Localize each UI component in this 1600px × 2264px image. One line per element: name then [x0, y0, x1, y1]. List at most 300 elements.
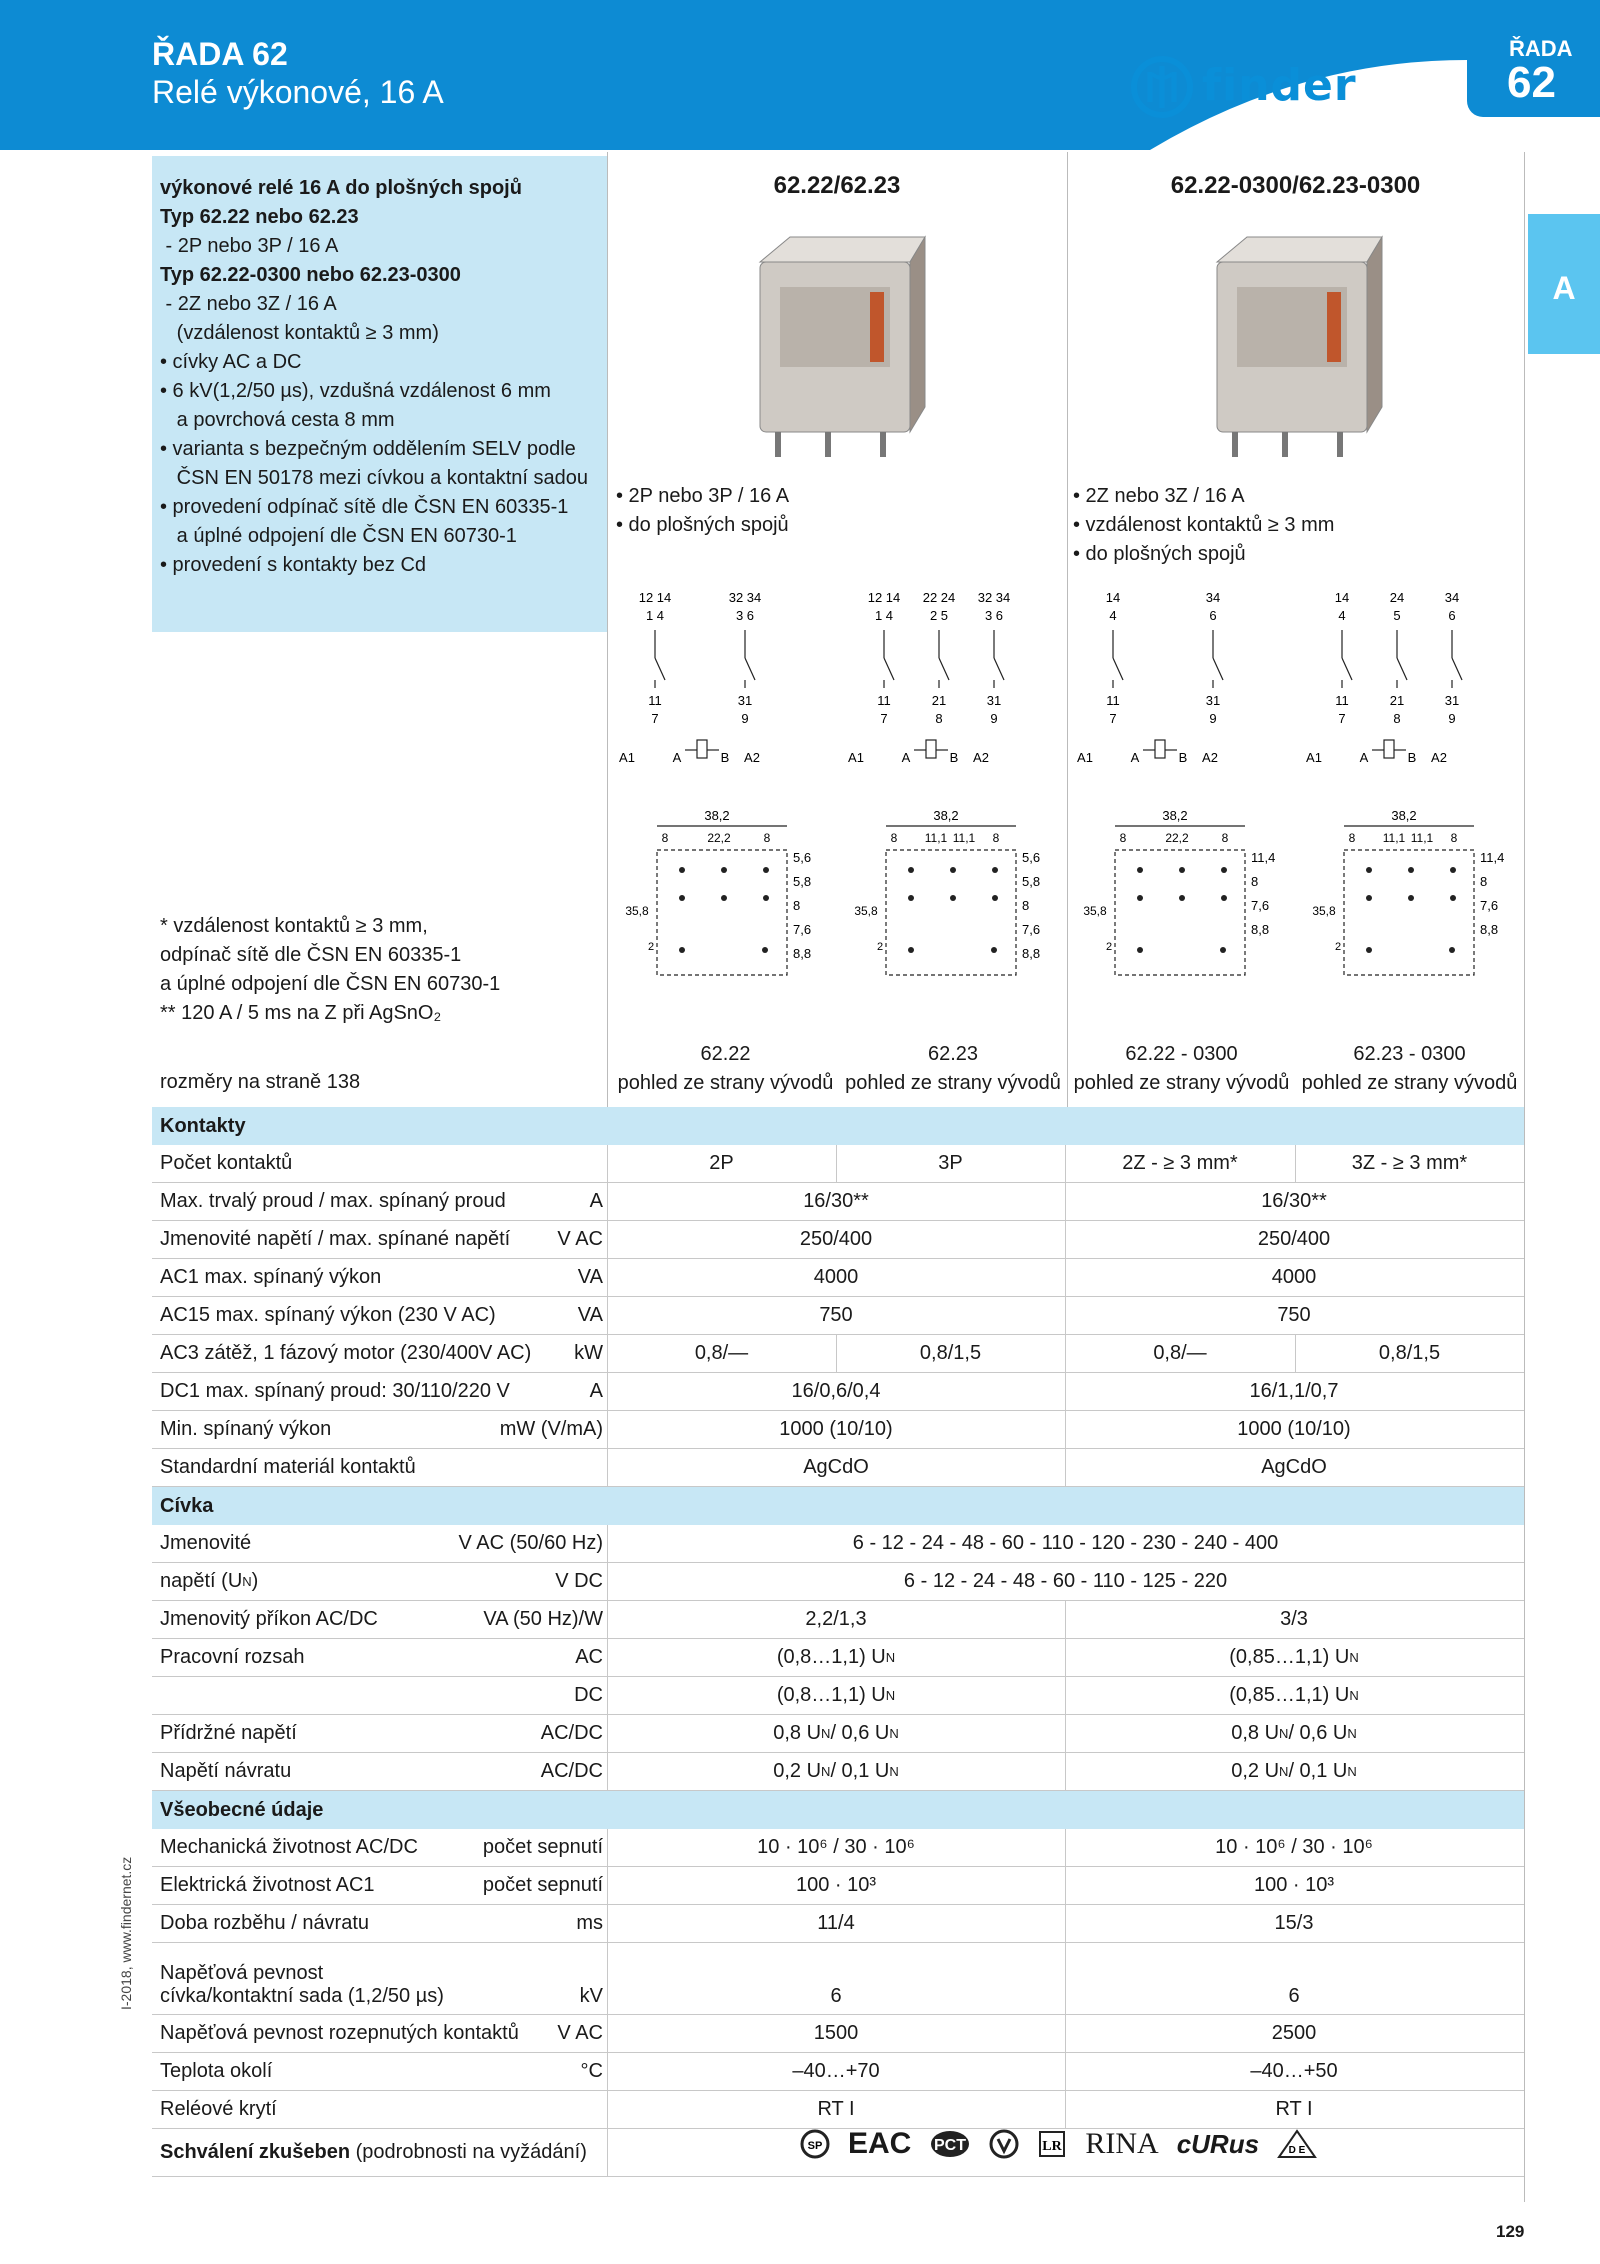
dim-side-value: 7,6 [1251, 898, 1270, 913]
schematic-terminal-number: 1 4 [874, 608, 894, 623]
row-value: 16/30** [1261, 1190, 1327, 1212]
cell-divider [1065, 2015, 1066, 2052]
value-subscript: N [1347, 1726, 1357, 1741]
row-value: 1000 (10/10) [1237, 1418, 1351, 1440]
wiring-schematics [607, 580, 1524, 780]
pin-hole [721, 895, 727, 901]
table-row [152, 1715, 1524, 1753]
row-label: Napětí návratu [160, 1760, 292, 1782]
schematic-line [745, 658, 755, 680]
schematic-terminal-number: 4 [1338, 608, 1346, 623]
approvals-label [160, 2129, 610, 2176]
row-unit: VA [577, 1304, 603, 1326]
dim-value: 11,1 [1382, 831, 1406, 845]
row-unit: V AC [557, 1228, 603, 1250]
col2-bullet: • 2Z nebo 3Z / 16 A [1073, 485, 1245, 507]
schematic-line [994, 658, 1004, 680]
cell-divider [1065, 1829, 1066, 1866]
schematic-terminal-label: 14 [1105, 590, 1121, 605]
row-label: Jmenovitý příkon AC/DC [160, 1608, 378, 1630]
coil-label: A1 [619, 750, 635, 765]
pin-hole [1137, 895, 1143, 901]
row-unit: A [589, 1380, 603, 1402]
pin-hole [1366, 947, 1372, 953]
schematic-terminal-number: 1 4 [645, 608, 665, 623]
row-label: Jmenovité napětí / max. spínané napětí [160, 1228, 511, 1250]
series-tab-label: ŘADA [1509, 36, 1573, 61]
value-text: 0,2 U [773, 1760, 822, 1782]
row-unit: DC [574, 1684, 603, 1706]
pin-hole [950, 895, 956, 901]
view-model: 62.23 - 0300 [1353, 1043, 1466, 1065]
schematic-terminal-number: 7 [651, 711, 659, 726]
table-row [152, 1411, 1524, 1449]
cell-divider [1065, 2091, 1066, 2128]
intro-line: - 2P nebo 3P / 16 A [160, 235, 339, 257]
row-value: 4000 [1271, 1266, 1317, 1288]
table-row [152, 1677, 1524, 1715]
value-text: 0,2 U [1231, 1760, 1280, 1782]
schematic-terminal-label: 32 34 [728, 590, 762, 605]
col2-bullet: • do plošných spojů [1073, 543, 1246, 565]
row-unit: kW [574, 1342, 603, 1364]
dim-side-value: 7,6 [1022, 922, 1041, 937]
cell-divider [836, 1335, 837, 1372]
col1-bullet: • 2P nebo 3P / 16 A [616, 485, 790, 507]
schematic-terminal-label: 24 [1389, 590, 1405, 605]
schematic-terminal-label: 31 [1444, 693, 1460, 708]
row-label: DC1 max. spínaný proud: 30/110/220 V [160, 1380, 510, 1402]
row-value: AgCdO [1261, 1456, 1327, 1478]
coil-label: A2 [1202, 750, 1218, 765]
coil-label: B [1407, 750, 1417, 765]
schematic-line [1342, 658, 1352, 680]
cell-divider [1065, 2053, 1066, 2090]
coil-symbol [1155, 740, 1165, 758]
dim-value: 2 [1105, 941, 1113, 953]
view-caption [612, 1040, 839, 1098]
footer-edition: I-2018, www.findernet.cz [118, 1856, 134, 2010]
coil-label: A2 [1431, 750, 1447, 765]
view-model: 62.23 [927, 1043, 979, 1065]
row-unit: ms [576, 1912, 603, 1934]
row-value [1065, 1715, 1523, 1752]
note-line: ** 120 A / 5 ms na Z při AgSnO₂ [160, 1002, 442, 1024]
value-text: / 0,1 U [1288, 1760, 1348, 1782]
table-row [152, 1563, 1524, 1601]
coil-symbol [926, 740, 936, 758]
cell-divider [1065, 1411, 1066, 1448]
dim-height: 35,8 [625, 904, 649, 918]
dim-value: 11,1 [952, 831, 976, 845]
schematic-terminal-label: 34 [1205, 590, 1221, 605]
pin-hole [1137, 947, 1143, 953]
row-unit [302, 1145, 603, 1182]
table-row [152, 1753, 1524, 1791]
row-label: Standardní materiál kontaktů [160, 1456, 416, 1478]
approvals-label-bold: Schválení zkušeben [160, 2141, 351, 2163]
value-subscript: N [1279, 1726, 1289, 1741]
row-value: 6 - 12 - 24 - 48 - 60 - 110 - 120 - 230 - 240 - 400 [852, 1532, 1279, 1554]
row-label: Elektrická životnost AC1 [160, 1874, 375, 1896]
intro-box [152, 156, 607, 632]
table-row [152, 1943, 1524, 2015]
cell-divider [1065, 1753, 1066, 1790]
value-text: / 0,1 U [830, 1760, 890, 1782]
dim-value: 8 [1450, 831, 1458, 845]
pin-hole [762, 947, 768, 953]
table-row [152, 1373, 1524, 1411]
schematic-terminal-label: 31 [986, 693, 1002, 708]
row-value: 16/0,6/0,4 [791, 1380, 881, 1402]
schematic-line [884, 658, 894, 680]
value-text: 0,8 U [1231, 1722, 1280, 1744]
coil-label: A1 [1077, 750, 1093, 765]
row-unit [302, 2091, 603, 2128]
value-subscript: N [1279, 1764, 1289, 1779]
ove-icon [989, 2129, 1019, 2159]
table-row [152, 1867, 1524, 1905]
row-label: Napěťová pevnost rozepnutých kontaktů [160, 2022, 519, 2044]
table-row [152, 1221, 1524, 1259]
row-label: AC15 max. spínaný výkon (230 V AC) [160, 1304, 496, 1326]
dim-side-value: 5,6 [793, 850, 812, 865]
row-value: 100 · 10³ [795, 1874, 877, 1896]
schematic-terminal-number: 9 [1209, 711, 1217, 726]
row-value: 1000 (10/10) [779, 1418, 893, 1440]
intro-line: (vzdálenost kontaktů ≥ 3 mm) [160, 322, 439, 344]
table-row [152, 1639, 1524, 1677]
finder-brand: finder [1202, 60, 1357, 111]
cell-divider [1065, 1259, 1066, 1296]
schematic-terminal-number: 4 [1109, 608, 1117, 623]
schematic-terminal-number: 7 [1338, 711, 1346, 726]
row-label: Počet kontaktů [160, 1152, 293, 1174]
view-model: 62.22 [700, 1043, 751, 1065]
row-value: 4000 [813, 1266, 859, 1288]
cell-divider [1065, 1335, 1066, 1372]
pin-hole [992, 895, 998, 901]
schematic-terminal-label: 21 [1389, 693, 1405, 708]
pin-hole [1366, 867, 1372, 873]
value-text: (0,85…1,1) U [1229, 1646, 1350, 1668]
row-value: 0,8/1,5 [919, 1342, 982, 1364]
row-unit: počet sepnutí [482, 1836, 603, 1858]
cell-divider [1065, 1943, 1066, 2014]
schematic-terminal-number: 9 [990, 711, 998, 726]
coil-label: A [901, 750, 911, 765]
schematic-terminal-number: 8 [1393, 711, 1401, 726]
row-value: 3/3 [1280, 1608, 1308, 1630]
pin-hole [908, 867, 914, 873]
pin-hole [1179, 895, 1185, 901]
section-title: Kontakty [160, 1114, 246, 1137]
row-value [607, 1677, 1065, 1714]
row-unit: °C [580, 2060, 603, 2082]
curus-mark: cURus [1176, 2128, 1260, 2159]
value-subscript: N [821, 1764, 831, 1779]
schematic-terminal-number: 9 [741, 711, 749, 726]
pin-hole [679, 867, 685, 873]
table-row [152, 1601, 1524, 1639]
col2-bullet: • vzdálenost kontaktů ≥ 3 mm [1073, 514, 1335, 536]
pin-hole [992, 867, 998, 873]
pin-hole [1221, 867, 1227, 873]
svg-text:SP: SP [807, 2140, 823, 2152]
dim-value: 8 [1348, 831, 1356, 845]
row-value: 6 [1288, 1985, 1300, 2007]
pin-hole [908, 895, 914, 901]
row-value: 3Z - ≥ 3 mm* [1351, 1152, 1468, 1174]
approval-marks [800, 2124, 1500, 2164]
note-line: a úplné odpojení dle ČSN EN 60730-1 [160, 973, 501, 995]
pin-hole [1220, 947, 1226, 953]
cell-divider [1295, 1335, 1296, 1372]
row-value: 2P [709, 1152, 734, 1174]
schematic-terminal-label: 12 14 [638, 590, 672, 605]
row-label: Teplota okolí [160, 2060, 273, 2082]
dim-side-value: 11,4 [1251, 850, 1276, 865]
schematic-terminal-label: 14 [1334, 590, 1350, 605]
dims-reference: rozměry na straně 138 [160, 1071, 361, 1093]
schematic-terminal-label: 31 [737, 693, 753, 708]
pin-hole [763, 867, 769, 873]
table-row [152, 1525, 1524, 1563]
col1-bullet: • do plošných spojů [616, 514, 789, 536]
table-row [152, 1259, 1524, 1297]
table-row [152, 1335, 1524, 1373]
value-subscript: N [889, 1726, 899, 1741]
row-value: 0,8/— [1153, 1342, 1207, 1364]
row-value: AgCdO [803, 1456, 869, 1478]
col1-title: 62.22/62.23 [773, 172, 901, 199]
view-caption [839, 1040, 1067, 1098]
row-label-subscript: N [242, 1574, 252, 1589]
row-value: 2500 [1271, 2022, 1317, 2044]
table-row [152, 1145, 1524, 1183]
dim-value: 8 [1221, 831, 1229, 845]
section-title: Všeobecné údaje [160, 1798, 324, 1821]
cell-divider [1065, 1297, 1066, 1334]
value-subscript: N [1347, 1764, 1357, 1779]
series-subtitle: Relé výkonové, 16 A [152, 74, 444, 110]
schematic-line [655, 658, 665, 680]
row-unit: V DC [555, 1570, 603, 1592]
value-text: (0,8…1,1) U [776, 1646, 886, 1668]
svg-text:PCT: PCT [934, 2137, 967, 2154]
row-value [1065, 1639, 1523, 1676]
dim-side-value: 8,8 [793, 946, 812, 961]
row-label: Pracovní rozsah [160, 1646, 305, 1668]
schematic-line [1113, 658, 1123, 680]
cell-divider [836, 1145, 837, 1182]
de-icon [1277, 2129, 1317, 2159]
dim-side-value: 11,4 [1480, 850, 1505, 865]
view-caption [1068, 1040, 1295, 1098]
intro-line: a úplné odpojení dle ČSN EN 60730-1 [160, 525, 517, 547]
row-value: 11/4 [817, 1912, 855, 1934]
table-row [152, 1905, 1524, 1943]
row-value: 10 · 10⁶ / 30 · 10⁶ [757, 1836, 915, 1858]
schematic-terminal-label: 11 [1335, 693, 1349, 708]
row-unit: AC/DC [540, 1760, 603, 1782]
schematic-terminal-number: 9 [1448, 711, 1456, 726]
row-unit: VA (50 Hz)/W [483, 1608, 603, 1630]
dim-side-value: 7,6 [793, 922, 812, 937]
section-header [152, 1107, 1524, 1145]
value-subscript: N [885, 1650, 896, 1665]
intro-line: • 6 kV(1,2/50 µs), vzdušná vzdálenost 6 mm [160, 380, 551, 402]
dim-side-value: 7,6 [1480, 898, 1499, 913]
section-tab-a[interactable]: A [1528, 214, 1600, 354]
row-label: Mechanická životnost AC/DC [160, 1836, 418, 1858]
coil-label: A1 [1306, 750, 1322, 765]
row-label: Max. trvalý proud / max. spínaný proud [160, 1190, 506, 1212]
intro-line: • provedení s kontakty bez Cd [160, 554, 427, 576]
schematic-line [939, 658, 949, 680]
row-value: 100 · 10³ [1253, 1874, 1335, 1896]
schematic-line [1397, 658, 1407, 680]
dim-width: 38,2 [933, 808, 959, 823]
dim-value: 8 [763, 831, 771, 845]
row-value: 10 · 10⁶ / 30 · 10⁶ [1215, 1836, 1373, 1858]
lr-icon [1037, 2129, 1067, 2159]
note-line: * vzdálenost kontaktů ≥ 3 mm, [160, 915, 428, 937]
dim-side-value: 8 [1251, 874, 1259, 889]
row-label-line: cívka/kontaktní sada (1,2/50 µs) [160, 1985, 444, 2007]
row-value [1065, 1677, 1523, 1714]
intro-line: • cívky AC a DC [160, 351, 302, 373]
row-value [1065, 1753, 1523, 1790]
row-unit: mW (V/mA) [499, 1418, 603, 1440]
pin-hole [679, 895, 685, 901]
svg-text:D E: D E [1288, 2145, 1306, 2156]
row-unit: V AC [557, 2022, 603, 2044]
row-value [607, 1639, 1065, 1676]
row-value [607, 1715, 1065, 1752]
row-unit: počet sepnutí [482, 1874, 603, 1896]
dim-side-value: 5,6 [1022, 850, 1041, 865]
intro-line: • provedení odpínač sítě dle ČSN EN 60335-1 [160, 496, 569, 518]
schematic-terminal-number: 6 [1448, 608, 1456, 623]
row-label: Reléové krytí [160, 2098, 277, 2120]
pin-hole [1179, 867, 1185, 873]
cell-divider [1065, 1373, 1066, 1410]
row-label: AC1 max. spínaný výkon [160, 1266, 382, 1288]
col2-title: 62.22-0300/62.23-0300 [1170, 172, 1421, 199]
cell-divider [1065, 1221, 1066, 1258]
row-label-text: napětí (U [160, 1570, 243, 1592]
schematic-terminal-label: 22 24 [922, 590, 956, 605]
schematic-terminal-label: 11 [877, 693, 891, 708]
dim-value: 8 [1119, 831, 1127, 845]
view-caption [1295, 1040, 1524, 1098]
intro-line: Typ 62.22 nebo 62.23 [160, 206, 359, 228]
coil-label: A [1359, 750, 1369, 765]
cell-divider [607, 2129, 608, 2176]
csa-icon [800, 2129, 830, 2159]
row-value: 15/3 [1274, 1912, 1314, 1934]
row-label: Doba rozběhu / návratu [160, 1912, 370, 1934]
cell-divider [1065, 1449, 1066, 1486]
cell-divider [1065, 1639, 1066, 1676]
row-value: –40…+70 [792, 2060, 880, 2082]
dim-value: 2 [876, 941, 884, 953]
row-label-line: Napěťová pevnost [160, 1962, 324, 1984]
pin-hole [679, 947, 685, 953]
dim-side-value: 8,8 [1251, 922, 1270, 937]
schematic-terminal-label: 31 [1205, 693, 1221, 708]
dim-side-value: 8 [1480, 874, 1488, 889]
view-text: pohled ze strany vývodů [845, 1072, 1061, 1094]
intro-line: • varianta s bezpečným oddělením SELV podle [160, 438, 576, 460]
dim-height: 35,8 [854, 904, 878, 918]
row-label: AC3 zátěž, 1 fázový motor (230/400V AC) [160, 1342, 532, 1364]
schematic-line [1213, 658, 1223, 680]
row-value: 250/400 [799, 1228, 873, 1250]
dimension-drawings [607, 800, 1524, 1000]
pin-hole [1450, 867, 1456, 873]
dim-value: 8 [992, 831, 1000, 845]
row-value: 16/1,1/0,7 [1249, 1380, 1339, 1402]
dim-side-value: 8 [793, 898, 801, 913]
cell-divider [1065, 1867, 1066, 1904]
row-value: RT I [817, 2098, 855, 2120]
row-unit: VA [577, 1266, 603, 1288]
cell-divider [1295, 1145, 1296, 1182]
pin-hole [1408, 867, 1414, 873]
pin-hole [1221, 895, 1227, 901]
table-row [152, 1449, 1524, 1487]
note-line: odpínač sítě dle ČSN EN 60335-1 [160, 944, 462, 966]
intro-title: výkonové relé 16 A do plošných spojů [160, 177, 522, 199]
view-model: 62.22 - 0300 [1125, 1043, 1238, 1065]
section-header [152, 1791, 1524, 1829]
coil-label: A [1130, 750, 1140, 765]
approvals-label-rest: (podrobnosti na vyžádání) [350, 2141, 587, 2163]
pct-icon [929, 2129, 971, 2159]
row-value: 750 [1277, 1304, 1311, 1326]
value-subscript: N [1349, 1688, 1359, 1703]
value-subscript: N [885, 1688, 896, 1703]
schematic-terminal-number: 7 [1109, 711, 1117, 726]
coil-label: A1 [848, 750, 864, 765]
coil-symbol [1384, 740, 1394, 758]
dim-value: 2 [647, 941, 655, 953]
row-value: –40…+50 [1250, 2060, 1338, 2082]
dim-width: 38,2 [1162, 808, 1188, 823]
pin-hole [991, 947, 997, 953]
pin-hole [1408, 895, 1414, 901]
table-row [152, 1829, 1524, 1867]
row-unit: AC/DC [540, 1722, 603, 1744]
table-row [152, 2015, 1524, 2053]
schematic-terminal-number: 3 6 [984, 608, 1004, 623]
row-value: 6 [830, 1985, 842, 2007]
schematic-terminal-label: 32 34 [977, 590, 1011, 605]
page-number: 129 [1496, 2222, 1525, 2241]
row-unit: A [589, 1190, 603, 1212]
intro-line: Typ 62.22-0300 nebo 62.23-0300 [160, 264, 461, 286]
row-value: RT I [1275, 2098, 1313, 2120]
col1-bullets [616, 482, 789, 540]
table-row [152, 1297, 1524, 1335]
value-subscript: N [821, 1726, 831, 1741]
divider [1524, 152, 1525, 2202]
coil-label: B [720, 750, 730, 765]
section-header [152, 1487, 1524, 1525]
view-text: pohled ze strany vývodů [1301, 1072, 1518, 1094]
